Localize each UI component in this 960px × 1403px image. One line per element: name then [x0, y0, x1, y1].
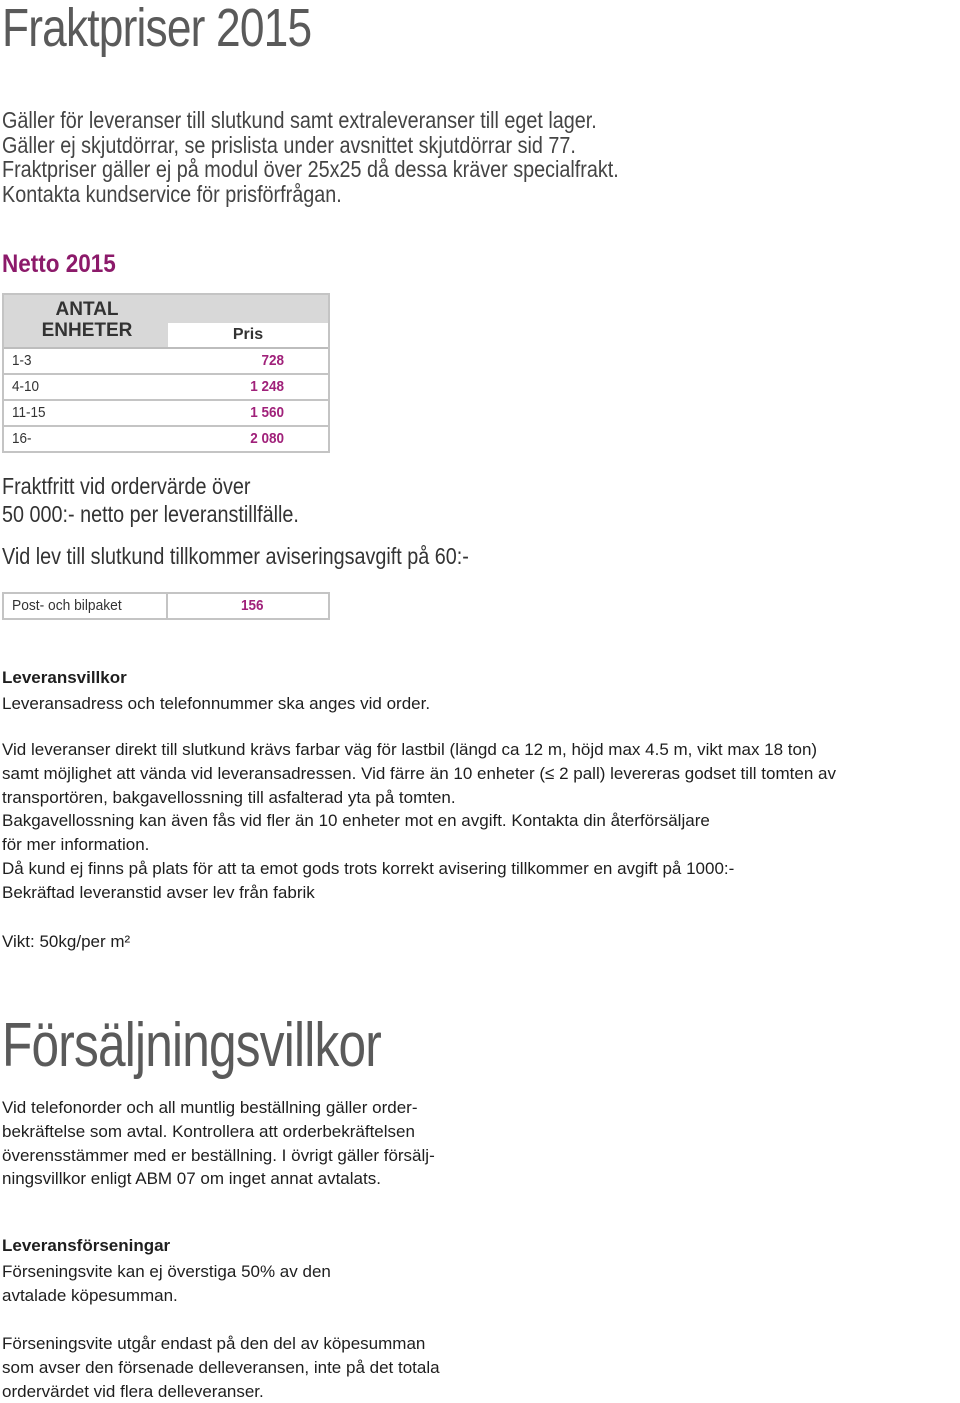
table-row [4, 349, 328, 375]
price-table [2, 293, 330, 453]
qty-header-line2: ENHETER [41, 320, 133, 341]
price-cell: 1 560 [250, 404, 284, 421]
table-row [4, 401, 328, 427]
sales-terms-title: Försäljningsvillkor [2, 1011, 381, 1080]
delay-heading: Leveransförseningar [2, 1236, 171, 1255]
price-table-header [4, 295, 328, 349]
sales-terms-text [2, 1096, 435, 1191]
intro-text [2, 108, 619, 206]
sales-line: ningsvillkor enligt ABM 07 om inget annat avtalats. [2, 1169, 381, 1189]
intro-line: Kontakta kundservice för prisförfrågan. [2, 180, 342, 207]
qty-cell: 11-15 [12, 404, 46, 421]
leveransvillkor-text: Leveransadress och telefonnummer ska anges vid order. [2, 694, 431, 713]
delivery-line: Vid leveranser direkt till slutkund krävs farbar väg för lastbil (längd ca 12 m, höjd max 4.5 m, vikt max 18 ton) [2, 740, 818, 759]
delivery-terms [2, 738, 836, 905]
qty-cell: 1-3 [12, 352, 32, 369]
qty-header-line1: ANTAL [55, 299, 119, 320]
delay-line: Förseningsvite utgår endast på den del av köpesumman [2, 1334, 426, 1353]
intro-line: Gäller för leveranser till slutkund samt extraleveranser till eget lager. [2, 107, 597, 133]
sales-line: överensstämmer med er beställning. I övrigt gäller försälj- [2, 1145, 435, 1165]
price-cell: 728 [261, 352, 284, 369]
free-shipping-text [2, 472, 299, 528]
qty-column-header [28, 299, 146, 341]
delay-line: som avser den försenade delleveransen, inte på det totala [2, 1357, 440, 1377]
price-cell: 1 248 [250, 378, 284, 395]
delay-text [2, 1260, 331, 1308]
post-label: Post- och bilpaket [12, 597, 122, 614]
sales-line: bekräftelse som avtal. Kontrollera att orderbekräftelsen [2, 1121, 415, 1141]
table-row [4, 375, 328, 401]
delivery-line: Bekräftad leveranstid avser lev från fabrik [2, 882, 315, 902]
qty-cell: 16- [12, 430, 32, 447]
delivery-line: Bakgavellossning kan även fås vid fler än 10 enheter mot en avgift. Kontakta din återförsäljare [2, 811, 710, 831]
delay-line: avtalade köpesumman. [2, 1285, 178, 1305]
sales-line: Vid telefonorder och all muntlig beställning gäller order- [2, 1098, 418, 1117]
post-price: 156 [241, 597, 264, 614]
free-shipping-line: 50 000:- netto per leveranstillfälle. [2, 501, 299, 527]
free-shipping-line: Fraktfritt vid ordervärde över [2, 473, 251, 499]
notice-fee-text: Vid lev till slutkund tillkommer aviseringsavgift på 60:- [2, 543, 469, 569]
price-column-header: Pris [168, 323, 328, 347]
page-title: Fraktpriser 2015 [2, 0, 312, 58]
qty-cell: 4-10 [12, 378, 40, 395]
table-row [4, 427, 328, 451]
weight-text: Vikt: 50kg/per m² [2, 932, 131, 951]
delivery-line: Då kund ej finns på plats för att ta emot gods trots korrekt avisering tillkommer en avgift på 1000:- [2, 858, 735, 878]
intro-line: Fraktpriser gäller ej på modul över 25x25 då dessa kräver specialfrakt. [2, 156, 619, 182]
delivery-line: transportören, bakgavellossning till asfalterad yta på tomten. [2, 787, 456, 807]
delivery-line: för mer information. [2, 835, 150, 855]
leveransvillkor-heading: Leveransvillkor [2, 668, 127, 687]
delay-line: Förseningsvite kan ej överstiga 50% av den [2, 1262, 331, 1281]
price-cell: 2 080 [250, 430, 284, 447]
delay-line: ordervärdet vid flera delleveranser. [2, 1381, 264, 1401]
netto-heading: Netto 2015 [2, 250, 116, 278]
intro-line: Gäller ej skjutdörrar, se prislista under avsnittet skjutdörrar sid 77. [2, 131, 576, 158]
delay-text-2 [2, 1332, 440, 1403]
post-table [2, 592, 330, 620]
post-table-divider [166, 594, 168, 618]
delivery-line: samt möjlighet att vända vid leveransadressen. Vid färre än 10 enheter (≤ 2 pall) levereras godset till tomten av [2, 763, 836, 783]
